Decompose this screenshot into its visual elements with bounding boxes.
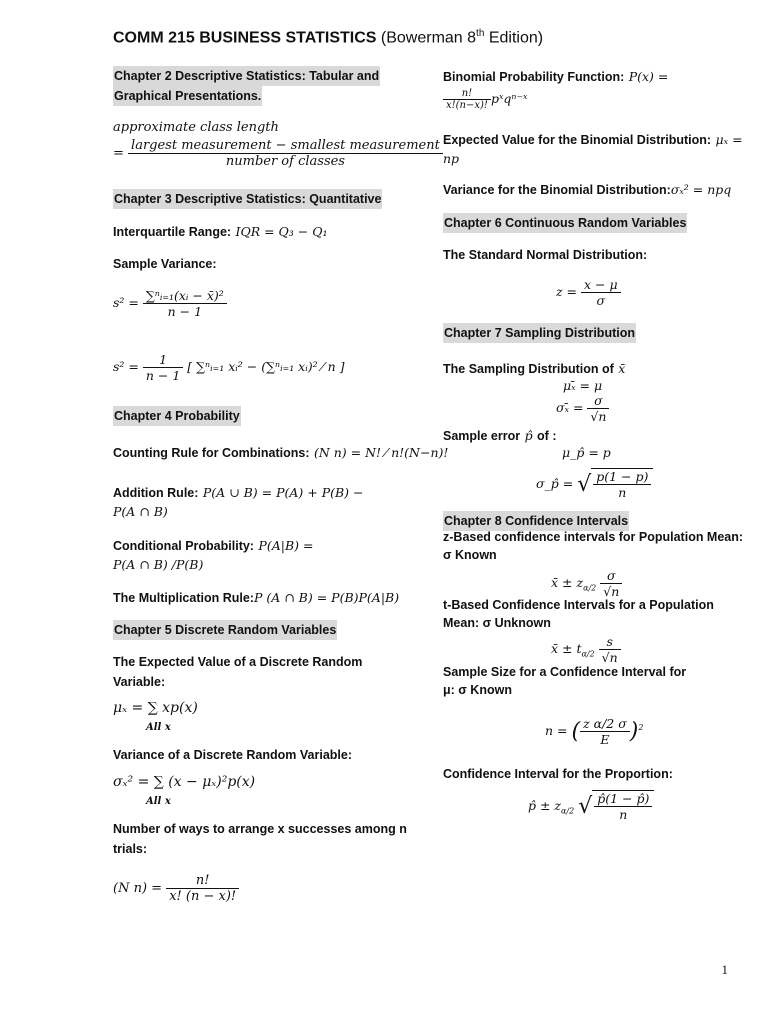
- class-length-num: largest measurement − smallest measurement: [128, 138, 443, 154]
- ch4-heading: Chapter 4 Probability: [113, 406, 241, 426]
- z-ci-den: √n: [603, 584, 620, 599]
- ch5-heading: Chapter 5 Discrete Random Variables: [113, 620, 337, 640]
- t-ci-main: x̄ ± t: [551, 641, 582, 656]
- ev-formula: μₓ = ∑ xp(x): [113, 700, 198, 716]
- sigma-xbar: [556, 393, 609, 424]
- t-ci-formula: [551, 634, 621, 665]
- ss-formula: n = ( $\frac{\text{z α/2 σ}}{E}$ )$^2$: [545, 716, 644, 747]
- ch3-heading: Chapter 3 Descriptive Statistics: Quantitative: [113, 189, 382, 209]
- ev-label-1: The Expected Value of a Discrete Random: [113, 655, 363, 669]
- comb-line: [113, 444, 448, 462]
- z-lhs: z =: [556, 284, 578, 299]
- add-line-1: [113, 484, 364, 502]
- s2b-formula: [113, 352, 345, 383]
- add-formula-2: P(A ∩ B): [113, 504, 168, 519]
- t-ci-den: √n: [601, 650, 618, 665]
- z-ci-sub: α/2: [583, 583, 597, 593]
- binom-num: n!: [443, 88, 491, 100]
- class-length-den: number of classes: [225, 154, 345, 169]
- sample-error-label: Sample error: [443, 429, 521, 443]
- binom-ev-1: μₓ =: [715, 132, 743, 147]
- binom-var-line: [443, 181, 731, 199]
- ch6-heading: Chapter 6 Continuous Random Variables: [443, 213, 687, 233]
- cond-label: Conditional Probability:: [113, 539, 254, 553]
- ss-lhs: n =: [545, 723, 568, 738]
- ch7-heading: Chapter 7 Sampling Distribution: [443, 323, 636, 343]
- prop-radical-icon: √: [578, 794, 593, 819]
- sample-error-line: [443, 427, 556, 445]
- sd-label: The Sampling Distribution of: [443, 362, 614, 376]
- binom-formula-2: [443, 88, 528, 111]
- ev-label-2: Variable:: [113, 675, 166, 689]
- ch2-heading-2: Graphical Presentations.: [113, 86, 262, 106]
- var-sub: All x: [146, 796, 171, 807]
- prop-formula: [528, 790, 654, 822]
- ch2-heading-1: Chapter 2 Descriptive Statistics: Tabular and: [113, 66, 380, 86]
- sigma-phat-den: n: [618, 485, 627, 500]
- binom-var-label: Variance for the Binomial Distribution:: [443, 183, 671, 197]
- mu-xbar: μₓ̄ = μ: [563, 378, 603, 393]
- ways-formula: [113, 873, 239, 904]
- ways-lhs: (N n) =: [113, 881, 163, 896]
- mu-phat: μ_p̂ = p: [562, 445, 611, 460]
- prop-den: n: [619, 807, 628, 822]
- s2-formula: [113, 288, 227, 319]
- s2b-frac-num: 1: [143, 352, 183, 368]
- sample-variance-label: Sample Variance:: [113, 257, 217, 271]
- z-ci-num: σ: [600, 568, 622, 584]
- z-num: x − μ: [581, 277, 621, 293]
- binom-ev-line-1: [443, 131, 743, 149]
- title-sup: th: [476, 28, 485, 39]
- t-ci-sub: α/2: [581, 649, 595, 659]
- ways-den: x! (n − x)!: [169, 889, 237, 904]
- iqr-line: [113, 223, 328, 241]
- binom-tail: pˣqⁿ⁻ˣ: [490, 91, 528, 106]
- binom-line-1: [443, 68, 668, 86]
- s2b-lhs: s² =: [113, 359, 139, 374]
- z-ci-formula: [551, 568, 622, 599]
- t-ci-num: s: [599, 634, 621, 650]
- var-label: Variance of a Discrete Random Variable:: [113, 748, 352, 762]
- var-formula: σₓ² = ∑ (x − μₓ)²p(x): [113, 774, 256, 790]
- sigma-xbar-num: σ: [587, 393, 609, 409]
- binom-formula-1: P(x) =: [628, 69, 669, 84]
- binom-den: x!(n−x)!: [446, 100, 488, 111]
- s2-lhs: s² =: [113, 295, 139, 310]
- ways-label-1: Number of ways to arrange x successes among n: [113, 822, 407, 836]
- s2b-frac-den: n − 1: [145, 368, 181, 383]
- title-bold: COMM 215 BUSINESS STATISTICS: [113, 29, 377, 47]
- sigma-xbar-den: √n: [590, 409, 607, 424]
- sigma-xbar-lhs: σₓ̄ =: [556, 400, 584, 415]
- ss-label-2: μ: σ Known: [443, 683, 512, 697]
- ss-num: z α/2 σ: [580, 716, 630, 732]
- z-den: σ: [596, 293, 606, 308]
- title-rest: (Bowerman 8: [376, 29, 477, 47]
- ev-sub: All x: [146, 722, 171, 733]
- t-ci-label-1: t-Based Confidence Intervals for a Population: [443, 598, 714, 612]
- sigma-phat-radical-icon: √: [577, 472, 592, 497]
- comb-label: Counting Rule for Combinations:: [113, 446, 310, 460]
- prop-main: p̂ ± z: [528, 798, 562, 813]
- z-formula: [556, 277, 621, 308]
- sigma-phat-num: p(1 − p): [593, 469, 651, 485]
- binom-label: Binomial Probability Function:: [443, 70, 625, 84]
- std-normal-label: The Standard Normal Distribution:: [443, 248, 648, 262]
- ss-label-1: Sample Size for a Confidence Interval for: [443, 665, 687, 679]
- add-label: Addition Rule:: [113, 486, 199, 500]
- prop-num: p̂(1 − p̂): [594, 791, 652, 807]
- sample-error-of: of :: [537, 429, 557, 443]
- mult-label: The Multiplication Rule:: [113, 591, 254, 605]
- comb-formula: (N n) = N! ⁄ n!(N−n)!: [313, 445, 449, 460]
- page-number: 1: [721, 962, 728, 977]
- binom-ev-label: Expected Value for the Binomial Distribution:: [443, 133, 712, 147]
- class-length-formula: = $\frac{\text{largest measurement − smallest measurement}}{\text{number of classes}}$: [113, 138, 443, 169]
- ch8-heading: Chapter 8 Confidence Intervals: [443, 511, 629, 531]
- z-ci-label-1: z-Based confidence intervals for Population Mean:: [443, 530, 744, 544]
- binom-ev-2: np: [443, 151, 460, 166]
- ways-label-2: trials:: [113, 842, 148, 856]
- z-ci-main: x̄ ± z: [551, 575, 584, 590]
- s2-den: n − 1: [167, 304, 203, 319]
- cond-formula-1: P(A|B) =: [258, 538, 314, 553]
- s2-num: ∑ⁿᵢ₌₁(xᵢ − x̄)²: [143, 288, 227, 304]
- add-formula-1: P(A ∪ B) = P(A) + P(B) −: [202, 485, 364, 500]
- ss-exp: 2: [638, 722, 644, 732]
- prop-label: Confidence Interval for the Proportion:: [443, 767, 673, 781]
- mult-line: [113, 589, 399, 607]
- sigma-phat: [536, 468, 653, 500]
- cond-line-1: [113, 537, 313, 555]
- cond-formula-2: P(A ∩ B) /P(B): [113, 557, 204, 572]
- binom-var: σₓ² = npq: [670, 182, 732, 197]
- ways-num: n!: [166, 873, 239, 889]
- ss-den: E: [600, 732, 610, 747]
- class-length-lhs: approximate class length: [113, 120, 279, 135]
- mult-formula: P (A ∩ B) = P(B)P(A|B): [253, 590, 400, 605]
- prop-sub: α/2: [561, 806, 575, 816]
- title-rest-post: Edition): [484, 29, 544, 47]
- sd-line: [443, 360, 625, 378]
- s2b-body: [ ∑ⁿᵢ₌₁ xᵢ² − (∑ⁿᵢ₌₁ xᵢ)² ⁄ n ]: [187, 359, 345, 374]
- sd-sym: x̄: [618, 361, 626, 376]
- page-title: [113, 28, 543, 47]
- sigma-phat-lhs: σ_p̂ =: [536, 476, 574, 491]
- iqr-formula: IQR = Q₃ − Q₁: [235, 224, 328, 239]
- sample-error-sym: p̂: [524, 428, 533, 443]
- iqr-label: Interquartile Range:: [113, 225, 232, 239]
- z-ci-label-2: σ Known: [443, 548, 497, 562]
- t-ci-label-2: Mean: σ Unknown: [443, 616, 551, 630]
